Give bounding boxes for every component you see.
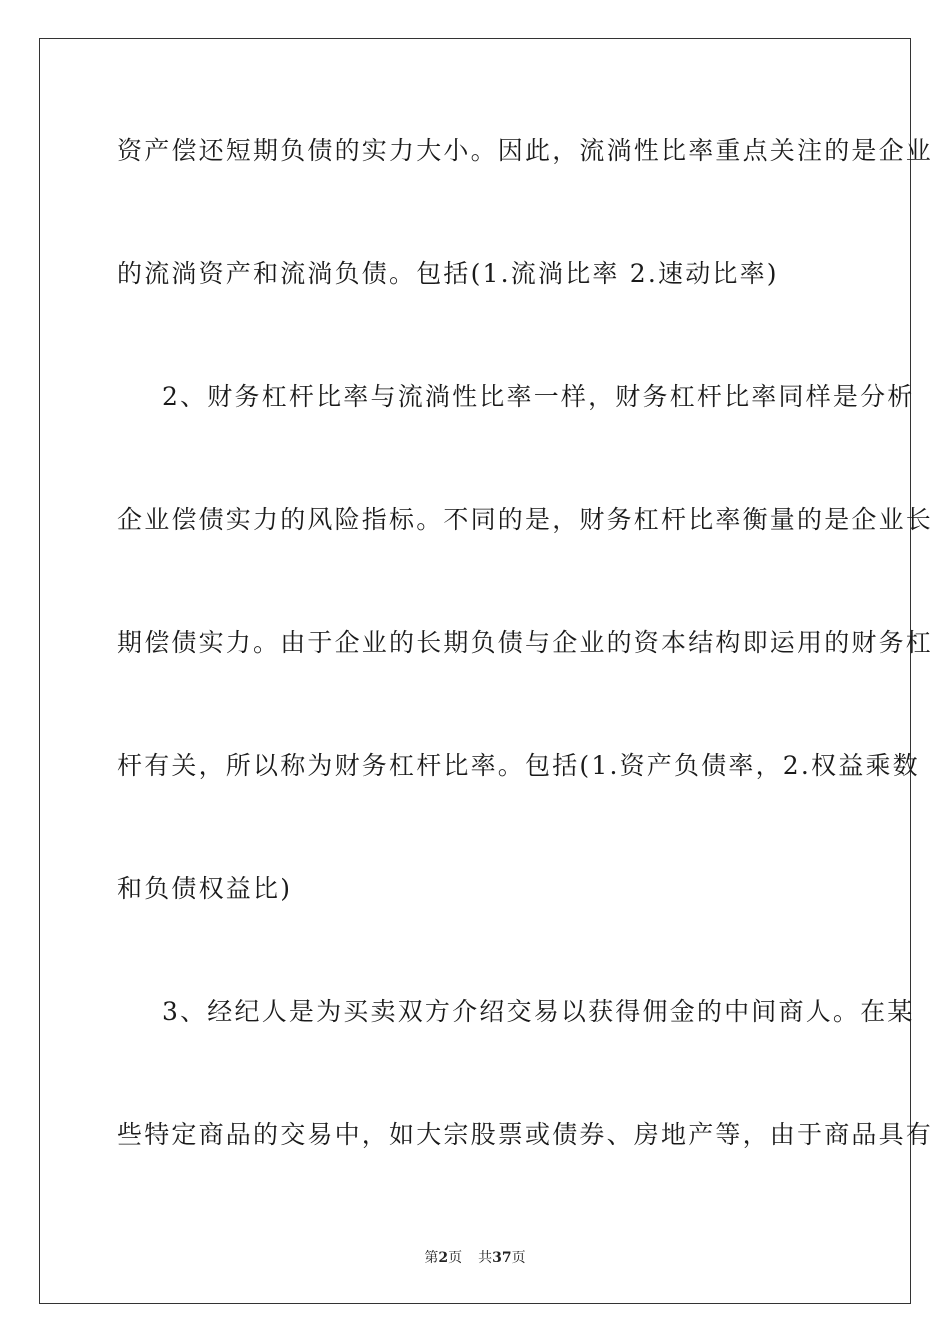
paragraph-start-line: 2、财务杠杆比率与流淌性比率一样，财务杠杆比率同样是分析 — [162, 382, 915, 411]
body-text-line: 期偿债实力。由于企业的长期负债与企业的资本结构即运用的财务杠 — [117, 628, 934, 657]
body-text-line: 的流淌资产和流淌负债。包括(1.流淌比率 2.速动比率) — [117, 259, 779, 288]
body-text-line: 和负债权益比) — [117, 874, 293, 903]
body-text-line: 资产偿还短期负债的实力大小。因此，流淌性比率重点关注的是企业 — [117, 136, 934, 165]
total-page-count: 37 — [492, 1250, 512, 1266]
body-text-line: 企业偿债实力的风险指标。不同的是，财务杠杆比率衡量的是企业长 — [117, 505, 934, 534]
page-footer — [0, 1247, 950, 1267]
total-label-suffix: 页 — [511, 1250, 526, 1266]
page-label-prefix: 第 — [424, 1250, 439, 1266]
body-text-line: 杆有关，所以称为财务杠杆比率。包括(1.资产负债率，2.权益乘数 — [117, 751, 920, 780]
current-page-number: 2 — [438, 1250, 449, 1266]
page-border — [39, 38, 934, 1304]
paragraph-start-line: 3、经纪人是为买卖双方介绍交易以获得佣金的中间商人。在某 — [162, 997, 915, 1026]
page-label-suffix: 页 — [448, 1250, 463, 1266]
body-text-line: 些特定商品的交易中，如大宗股票或债券、房地产等，由于商品具有 — [117, 1120, 934, 1149]
total-label-prefix: 共 — [478, 1250, 493, 1266]
